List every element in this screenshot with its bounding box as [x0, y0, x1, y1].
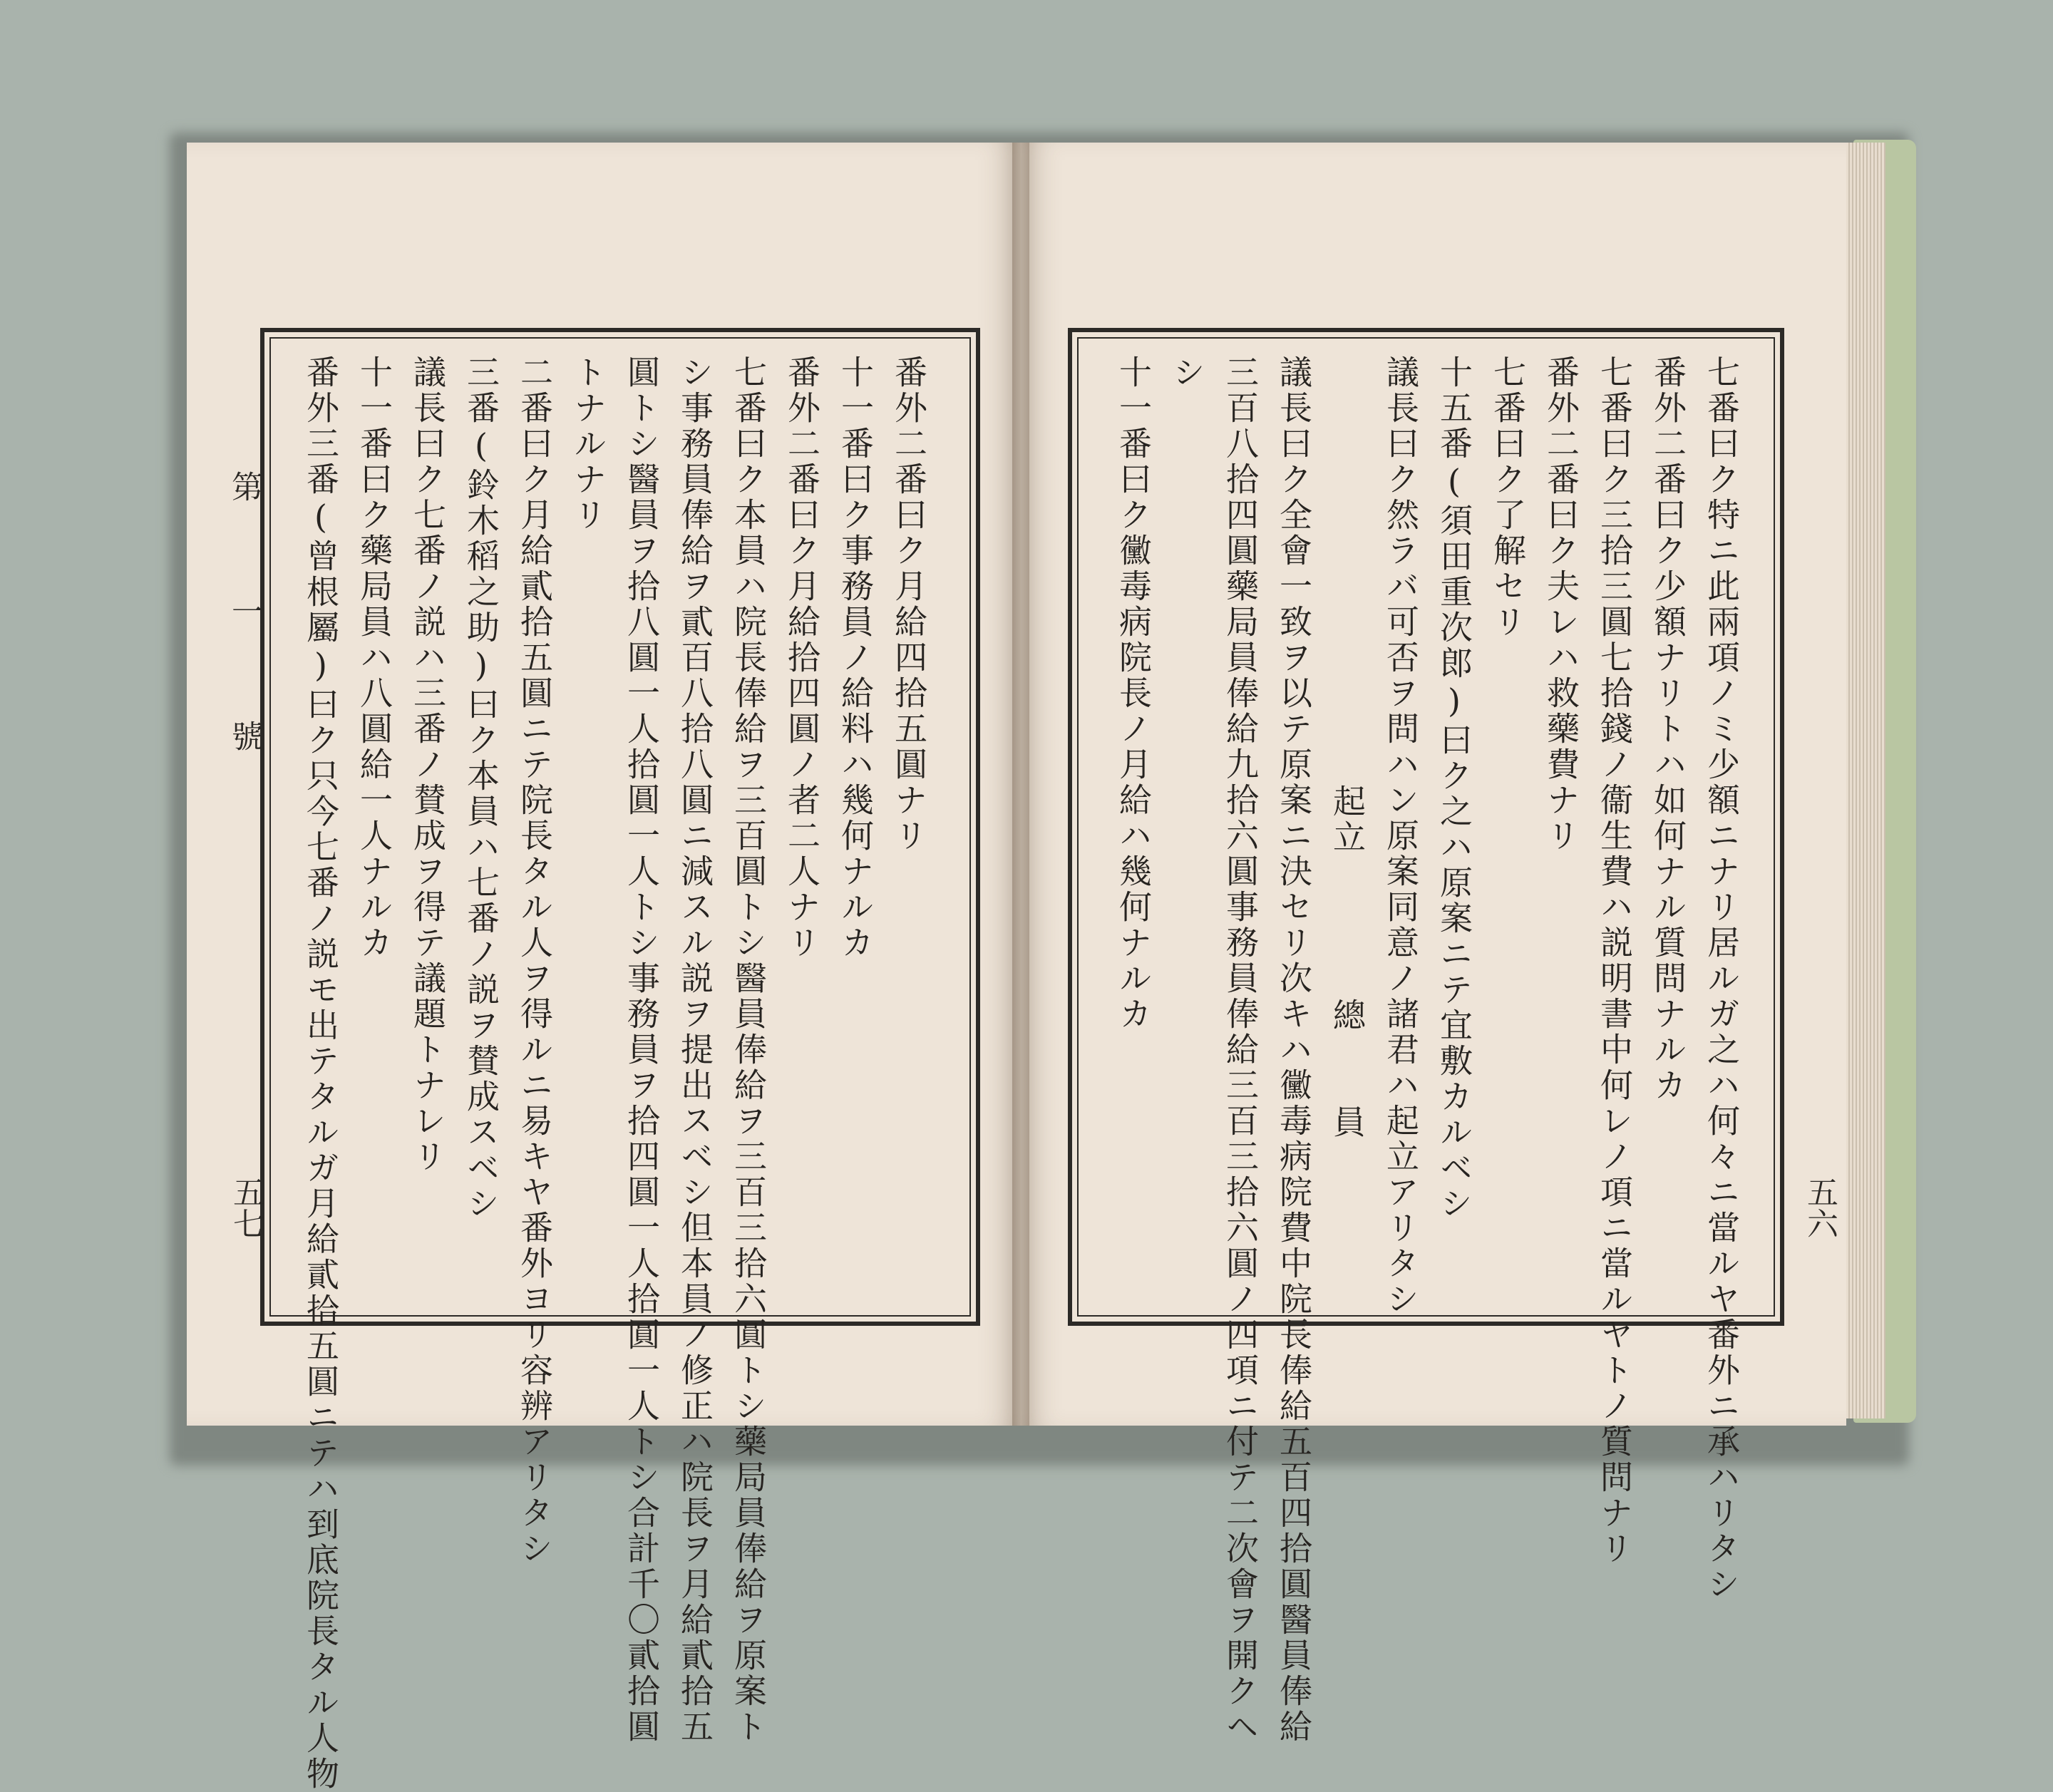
text-column: 七番曰ク了解セリ	[1488, 355, 1527, 640]
text-column: シ	[1168, 355, 1206, 391]
text-column: 圓トシ醫員ヲ拾八圓一人拾圓一人トシ事務員ヲ拾四圓一人拾圓一人トシ合計千〇貳拾圓	[622, 355, 661, 1745]
text-column: 十一番曰ク黴毒病院長ノ月給ハ幾何ナルカ	[1114, 355, 1153, 1032]
book-gutter	[1012, 143, 1029, 1426]
page-number-left: 五七	[227, 1176, 264, 1239]
text-column: 番外三番(曾根屬)曰ク只今七番ノ説モ出テタルガ月給貳拾五圓ニテハ到底院長タル人物	[302, 355, 340, 1792]
issue-label: 第 一 號	[226, 470, 262, 780]
text-column: 番外二番曰ク少額ナリトハ如何ナル質問ナルカ	[1649, 355, 1687, 1103]
page-number-right: 五六	[1801, 1176, 1838, 1239]
text-column: 七番曰ク本員ハ院長俸給ヲ三百圓トシ醫員俸給ヲ三百三拾六圓トシ藥局員俸給ヲ原案ト	[729, 355, 768, 1745]
text-column: 七番曰ク三拾三圓七拾錢ノ衞生費ハ説明書中何レノ項ニ當ルヤトノ質問ナリ	[1595, 355, 1634, 1567]
text-column: 議長曰ク全會一致ヲ以テ原案ニ決セリ次キハ黴毒病院費中院長俸給五百四拾圓醫員俸給	[1275, 355, 1313, 1745]
text-column: 起立 總 員	[1328, 784, 1367, 1140]
text-column: トナルナリ	[569, 355, 607, 533]
text-column: 番外二番曰ク月給拾四圓ノ者二人ナリ	[783, 355, 821, 961]
text-column: 七番曰ク特ニ此兩項ノミ少額ニナリ居ルガ之ハ何々ニ當ルヤ番外ニ承ハリタシ	[1702, 355, 1741, 1602]
text-column: 三番(鈴木稻之助)曰ク本員ハ七番ノ説ヲ賛成スベシ	[462, 355, 500, 1222]
text-column: 十五番(須田重次郎)曰ク之ハ原案ニテ宜敷カルベシ	[1435, 355, 1473, 1222]
page-stack-edge	[1843, 143, 1885, 1418]
text-column: 番外二番曰ク月給四拾五圓ナリ	[890, 355, 928, 854]
text-column: 議長曰ク七番ノ説ハ三番ノ賛成ヲ得テ議題トナレリ	[408, 355, 447, 1175]
text-column: シ事務員俸給ヲ貳百八拾八圓ニ減スル説ヲ提出スベシ但本員ノ修正ハ院長ヲ月給貳拾五	[676, 355, 714, 1745]
text-column: 十一番曰ク事務員ノ給料ハ幾何ナルカ	[836, 355, 875, 961]
text-column: 十一番曰ク藥局員ハ八圓給一人ナルカ	[355, 355, 393, 961]
text-column: 二番曰ク月給貳拾五圓ニテ院長タル人ヲ得ルニ易キヤ番外ヨリ容辨アリタシ	[515, 355, 554, 1567]
text-column: 三百八拾四圓藥局員俸給九拾六圓事務員俸給三百三拾六圓ノ四項ニ付テ二次會ヲ開クヘ	[1221, 355, 1260, 1745]
text-column: 番外二番曰ク夫レハ救藥費ナリ	[1542, 355, 1580, 854]
text-column: 議長曰ク然ラバ可否ヲ問ハン原案同意ノ諸君ハ起立アリタシ	[1381, 355, 1420, 1317]
